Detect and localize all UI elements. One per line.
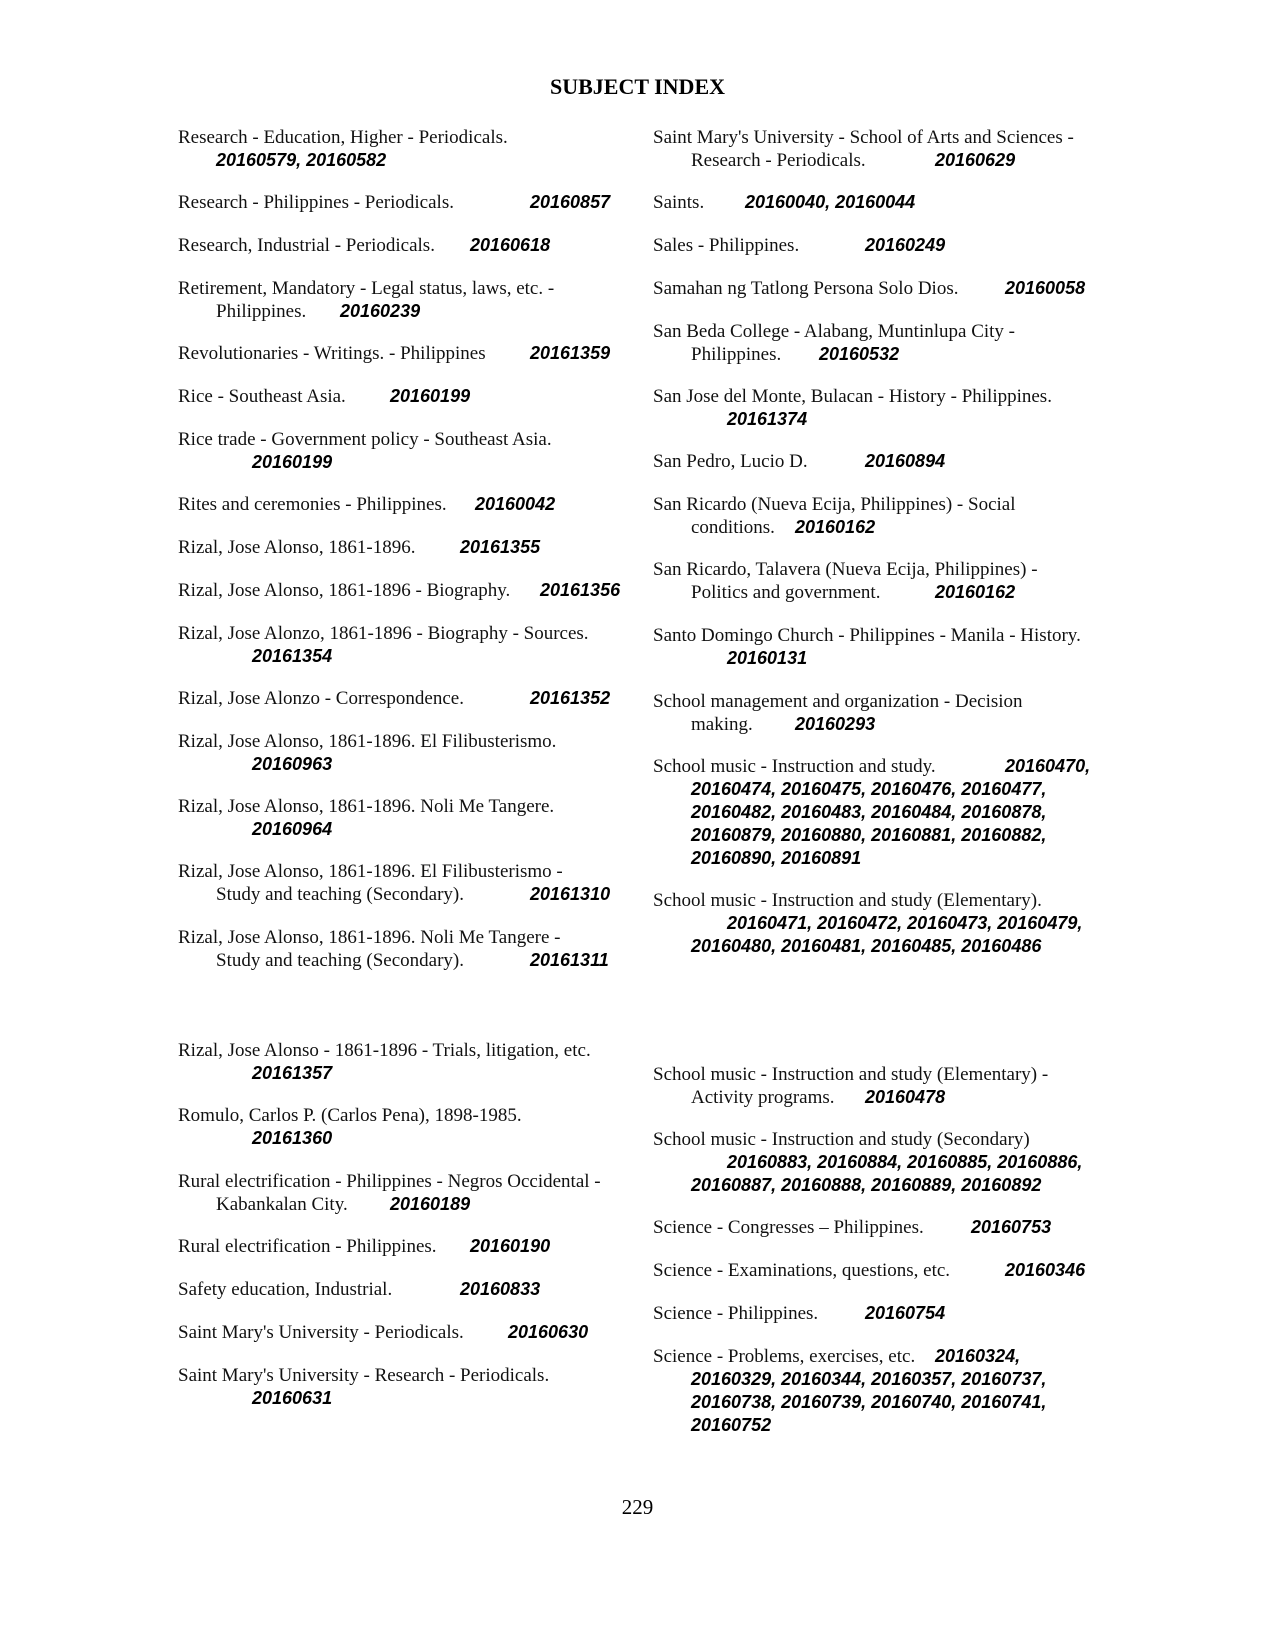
index-entry xyxy=(178,191,648,214)
index-entry xyxy=(653,385,1123,431)
index-entry xyxy=(653,755,1123,870)
index-entry xyxy=(178,428,648,474)
entry-numbers: 20160754 xyxy=(865,1303,946,1323)
entry-subject: San Beda College - Alabang, Muntinlupa City - xyxy=(653,321,1016,342)
index-entry xyxy=(653,1128,1123,1197)
entry-numbers: 20160857 xyxy=(530,192,611,212)
entry-numbers: 20160190 xyxy=(470,1236,551,1256)
entry-subject-cont: Politics and government. xyxy=(691,582,881,603)
entry-numbers: 20160346 xyxy=(1005,1260,1086,1280)
index-entry xyxy=(178,926,648,972)
entry-numbers: 20160162 xyxy=(935,582,1016,602)
entry-subject: School music - Instruction and study (Elementary) - xyxy=(653,1064,1049,1085)
index-entry xyxy=(653,889,1123,958)
entry-numbers: 20160752 xyxy=(691,1415,772,1435)
entry-subject: San Jose del Monte, Bulacan - History - Philippines. xyxy=(653,386,1052,407)
entry-numbers: 20160618 xyxy=(470,235,551,255)
left-column xyxy=(178,0,648,1500)
entry-subject: Safety education, Industrial. xyxy=(178,1279,393,1300)
index-entry xyxy=(653,690,1123,736)
entry-numbers: 20160631 xyxy=(252,1388,333,1408)
index-entry xyxy=(178,579,648,602)
entry-numbers: 20160470, xyxy=(1005,756,1091,776)
entry-numbers: 20160480, 20160481, 20160485, 20160486 xyxy=(691,936,1042,956)
index-entry xyxy=(653,1216,1123,1239)
index-entry xyxy=(178,277,648,323)
entry-subject: Rizal, Jose Alonzo, 1861-1896 - Biography - Sources. xyxy=(178,623,589,644)
entry-numbers: 20160471, 20160472, 20160473, 20160479, xyxy=(727,913,1083,933)
entry-numbers: 20160042 xyxy=(475,494,556,514)
index-entry xyxy=(178,622,648,668)
entry-numbers: 20160883, 20160884, 20160885, 20160886, xyxy=(727,1152,1083,1172)
entry-numbers: 20160532 xyxy=(819,344,900,364)
entry-numbers: 20160478 xyxy=(865,1087,946,1107)
entry-numbers: 20160890, 20160891 xyxy=(691,848,862,868)
entry-numbers: 20161311 xyxy=(530,950,609,970)
index-entry xyxy=(178,1278,648,1301)
index-entry xyxy=(653,320,1123,366)
index-entry xyxy=(653,234,1123,257)
entry-numbers: 20161355 xyxy=(460,537,541,557)
entry-numbers: 20161357 xyxy=(252,1063,333,1083)
entry-subject: Research, Industrial - Periodicals. xyxy=(178,235,435,256)
entry-numbers: 20160753 xyxy=(971,1217,1052,1237)
entry-subject-cont: Study and teaching (Secondary). xyxy=(216,950,464,971)
index-entry xyxy=(178,1170,648,1216)
entry-numbers: 20160189 xyxy=(390,1194,471,1214)
index-entry xyxy=(178,1039,648,1085)
entry-numbers: 20160239 xyxy=(340,301,421,321)
index-entry xyxy=(178,730,648,776)
index-entry xyxy=(178,1104,648,1150)
entry-numbers: 20160329, 20160344, 20160357, 20160737, xyxy=(691,1369,1047,1389)
entry-numbers: 20161352 xyxy=(530,688,611,708)
entry-subject: School music - Instruction and study. xyxy=(653,756,936,777)
entry-subject: School music - Instruction and study (Elementary). xyxy=(653,890,1042,911)
index-entry xyxy=(178,1235,648,1258)
entry-subject: Saint Mary's University - Periodicals. xyxy=(178,1322,464,1343)
right-column xyxy=(653,0,1123,1500)
entry-subject: Samahan ng Tatlong Persona Solo Dios. xyxy=(653,278,959,299)
entry-numbers: 20160040, 20160044 xyxy=(745,192,916,212)
entry-subject: Rizal, Jose Alonso, 1861-1896. Noli Me Tangere. xyxy=(178,796,555,817)
entry-subject-cont: Research - Periodicals. xyxy=(691,150,866,171)
entry-subject: Rizal, Jose Alonso, 1861-1896. El Filibusterismo. xyxy=(178,731,557,752)
index-entry xyxy=(653,450,1123,473)
entry-subject-cont: conditions. xyxy=(691,517,775,538)
entry-numbers: 20160579, 20160582 xyxy=(216,150,387,170)
entry-subject: Research - Philippines - Periodicals. xyxy=(178,192,454,213)
entry-subject-cont: Study and teaching (Secondary). xyxy=(216,884,464,905)
entry-subject: Saint Mary's University - School of Arts and Sciences - xyxy=(653,127,1074,148)
entry-numbers: 20160879, 20160880, 20160881, 20160882, xyxy=(691,825,1047,845)
entry-subject: Saints. xyxy=(653,192,705,213)
entry-numbers: 20160738, 20160739, 20160740, 20160741, xyxy=(691,1392,1047,1412)
index-entry xyxy=(653,1302,1123,1325)
index-entry xyxy=(178,342,648,365)
entry-subject: San Ricardo (Nueva Ecija, Philippines) - Social xyxy=(653,494,1016,515)
index-entry xyxy=(178,795,648,841)
entry-numbers: 20160162 xyxy=(795,517,876,537)
entry-subject: Science - Congresses – Philippines. xyxy=(653,1217,924,1238)
entry-subject: Science - Examinations, questions, etc. xyxy=(653,1260,951,1281)
entry-subject: Santo Domingo Church - Philippines - Manila - History. xyxy=(653,625,1081,646)
entry-subject-cont: Philippines. xyxy=(691,344,782,365)
entry-subject-cont: making. xyxy=(691,714,753,735)
index-entry xyxy=(653,493,1123,539)
entry-subject: Science - Philippines. xyxy=(653,1303,819,1324)
entry-numbers: 20160964 xyxy=(252,819,333,839)
index-entry xyxy=(178,234,648,257)
entry-subject: Rites and ceremonies - Philippines. xyxy=(178,494,447,515)
index-entry xyxy=(653,277,1123,300)
entry-subject: Rice trade - Government policy - Southeast Asia. xyxy=(178,429,552,450)
index-entry xyxy=(653,624,1123,670)
entry-subject-cont: Activity programs. xyxy=(691,1087,835,1108)
entry-numbers: 20160474, 20160475, 20160476, 20160477, xyxy=(691,779,1047,799)
entry-numbers: 20160058 xyxy=(1005,278,1086,298)
page-title: SUBJECT INDEX xyxy=(549,74,726,99)
entry-numbers: 20161356 xyxy=(540,580,621,600)
index-entry xyxy=(178,493,648,516)
index-entry xyxy=(653,191,1123,214)
entry-numbers: 20161310 xyxy=(530,884,611,904)
entry-subject-cont: Kabankalan City. xyxy=(216,1194,348,1215)
entry-numbers: 20160833 xyxy=(460,1279,541,1299)
entry-numbers: 20160482, 20160483, 20160484, 20160878, xyxy=(691,802,1047,822)
index-entry xyxy=(653,1345,1123,1437)
entry-subject: Rural electrification - Philippines. xyxy=(178,1236,437,1257)
index-entry xyxy=(653,1063,1123,1109)
entry-subject: Sales - Philippines. xyxy=(653,235,800,256)
entry-numbers: 20160630 xyxy=(508,1322,589,1342)
entry-subject: Rural electrification - Philippines - Negros Occidental - xyxy=(178,1171,601,1192)
entry-numbers: 20161359 xyxy=(530,343,611,363)
entry-subject: Rizal, Jose Alonso, 1861-1896. xyxy=(178,537,416,558)
entry-numbers: 20160131 xyxy=(727,648,808,668)
entry-subject: Rizal, Jose Alonso, 1861-1896 - Biography. xyxy=(178,580,511,601)
entry-numbers: 20160629 xyxy=(935,150,1016,170)
entry-subject: Rizal, Jose Alonso - 1861-1896 - Trials, litigation, etc. xyxy=(178,1040,591,1061)
index-entry xyxy=(178,126,648,172)
entry-numbers: 20160199 xyxy=(390,386,471,406)
entry-numbers: 20161354 xyxy=(252,646,333,666)
entry-subject: Revolutionaries - Writings. - Philippines xyxy=(178,343,486,364)
entry-numbers: 20161374 xyxy=(727,409,808,429)
entry-subject: School music - Instruction and study (Secondary) xyxy=(653,1129,1030,1150)
entry-numbers: 20160894 xyxy=(865,451,946,471)
index-entry xyxy=(178,860,648,906)
entry-subject: Retirement, Mandatory - Legal status, laws, etc. - xyxy=(178,278,555,299)
entry-subject: Saint Mary's University - Research - Periodicals. xyxy=(178,1365,550,1386)
entry-subject: Science - Problems, exercises, etc. xyxy=(653,1346,916,1367)
index-entry xyxy=(178,536,648,559)
entry-subject: Rizal, Jose Alonso, 1861-1896. El Filibusterismo - xyxy=(178,861,563,882)
entry-subject: Romulo, Carlos P. (Carlos Pena), 1898-1985. xyxy=(178,1105,522,1126)
page-number: 229 xyxy=(621,1495,654,1519)
index-entry xyxy=(653,558,1123,604)
entry-numbers: 20160293 xyxy=(795,714,876,734)
index-entry xyxy=(653,126,1123,172)
index-entry xyxy=(178,687,648,710)
entry-subject: Rizal, Jose Alonzo - Correspondence. xyxy=(178,688,464,709)
entry-subject-cont: Philippines. xyxy=(216,301,307,322)
entry-numbers: 20160324, xyxy=(935,1346,1021,1366)
entry-numbers: 20160963 xyxy=(252,754,333,774)
entry-subject: Research - Education, Higher - Periodicals. xyxy=(178,127,508,148)
entry-subject: Rizal, Jose Alonso, 1861-1896. Noli Me Tangere - xyxy=(178,927,561,948)
index-entry xyxy=(653,1259,1123,1282)
index-entry xyxy=(178,1364,648,1410)
entry-numbers: 20160199 xyxy=(252,452,333,472)
entry-subject: San Pedro, Lucio D. xyxy=(653,451,808,472)
entry-numbers: 20160249 xyxy=(865,235,946,255)
entry-numbers: 20160887, 20160888, 20160889, 20160892 xyxy=(691,1175,1042,1195)
index-entry xyxy=(178,1321,648,1344)
index-entry xyxy=(178,385,648,408)
entry-subject: Rice - Southeast Asia. xyxy=(178,386,346,407)
entry-numbers: 20161360 xyxy=(252,1128,333,1148)
entry-subject: School management and organization - Decision xyxy=(653,691,1023,712)
entry-subject: San Ricardo, Talavera (Nueva Ecija, Philippines) - xyxy=(653,559,1038,580)
